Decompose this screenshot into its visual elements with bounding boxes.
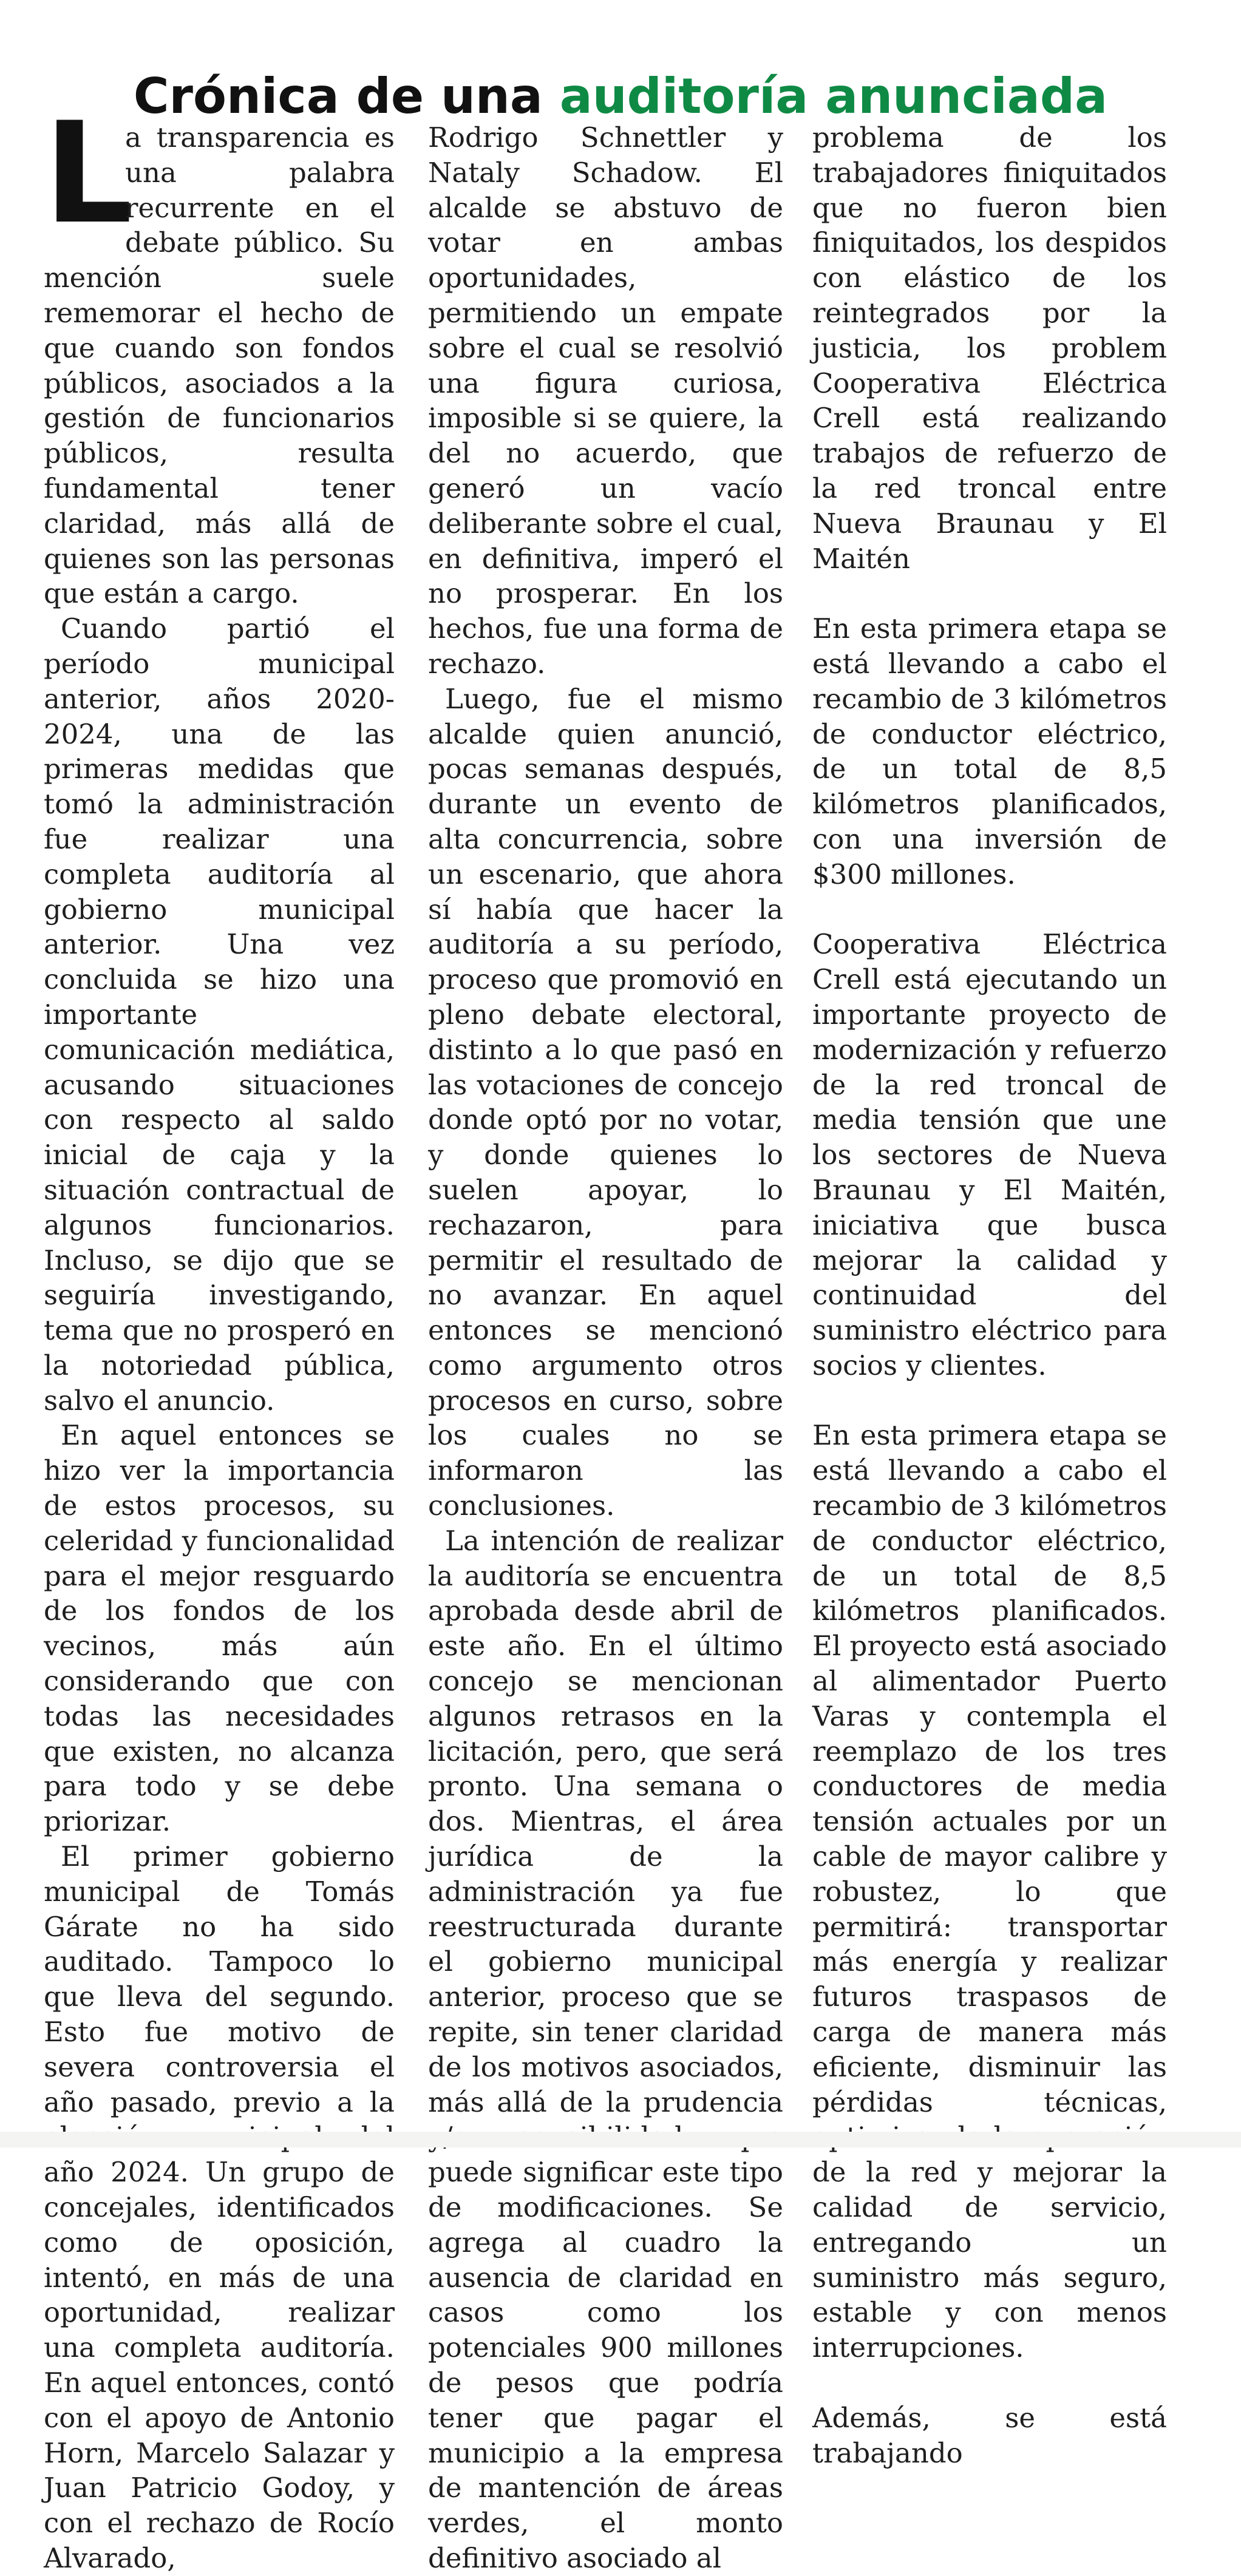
paragraph: El primer gobierno municipal de Tomás Gárate no ha sido auditado. Tampoco lo que lleva del segundo. Esto fue motivo de severa controversia el año pasado, previo a la año 2024. Un grupo de concejales, identificados como de oposición, intentó, en más de una oportunidad, realizar una completa auditoría. En aquel entonces, contó con el apoyo de Antonio Horn, Marcelo Salazar y Juan Patricio Godoy, y con el rechazo de Rocío Alvarado, xyxy=(44,1840,395,2574)
page-bottom-edge xyxy=(0,2132,1241,2147)
headline-part-1: Crónica de una xyxy=(133,67,543,124)
article-column-1 xyxy=(44,93,395,2576)
paragraph: Rodrigo Schnettler y Nataly Schadow. El alcalde se abstuvo de votar en ambas oportunidades, permitiendo un empate sobre el cual se resolvió una figura curiosa, imposible si se quiere, la del no acuerdo, que generó un vacío deliberante sobre el cual, en definitiva, imperó el no prosperar. En los hechos, fue una forma de rechazo. xyxy=(428,121,783,680)
article-column-2 xyxy=(428,120,783,2576)
paragraph: En aquel entonces se hizo ver la importancia de estos procesos, su celeridad y funcionalidad para el mejor resguardo de los fondos de los vecinos, más aún considerando que con todas las necesidades que existen, no alcanza para todo y se debe priorizar. xyxy=(44,1419,395,1838)
drop-cap: L xyxy=(44,93,133,255)
paragraph: En esta primera etapa se está llevando a cabo el recambio de 3 kilómetros de conductor eléctrico, de un total de 8,5 kilómetros planificados, con una inversión de $300 millones. xyxy=(812,612,1167,890)
paragraph: En esta primera etapa se está llevando a cabo el recambio de 3 kilómetros de conductor eléctrico, de un total de 8,5 kilómetros planificados. El proyecto está asociado al alimentador Puerto Varas y contempla el reemplazo de los tres conductores de media tensión actuales por un cable de mayor calibre y robustez, lo que permitirá: transportar más energía y realizar futuros traspasos de carga de manera más eficiente, disminuir las pérdidas técnicas, de la red y mejorar la calidad de servicio, entregando un suministro más seguro, estable y con menos interrupciones. xyxy=(812,1419,1167,2364)
paragraph: La intención de realizar la auditoría se encuentra aprobada desde abril de este año. En el último concejo se mencionan algunos retrasos en la licitación, pero, que será pronto. Una semana o dos. Mientras, el área jurídica de la administración ya fue reestructurada durante el gobierno municipal anterior, proceso que se repite, sin tener claridad de los motivos asociados, más allá de la prudencia puede significar este tipo de modificaciones. Se agrega al cuadro la ausencia de claridad en casos como los potenciales 900 millones de pesos que podría tener que pagar el municipio a la empresa de mantención de áreas verdes, el monto definitivo asociado al xyxy=(428,1524,783,2574)
paragraph: Luego, fue el mismo alcalde quien anunció, pocas semanas después, durante un evento de alta concurrencia, sobre un escenario, que ahora sí había que hacer la auditoría a su período, proceso que promovió en pleno debate electoral, distinto a lo que pasó en las votaciones de concejo donde optó por no votar, y donde quienes lo suelen apoyar, lo rechazaron, para permitir el resultado de no avanzar. En aquel entonces se mencionó como argumento otros procesos en curso, sobre los cuales no se informaron las conclusiones. xyxy=(428,682,783,1522)
paragraph: Además, se está trabajando xyxy=(812,2401,1167,2469)
headline-part-2: auditoría anunciada xyxy=(559,67,1108,124)
article-column-3 xyxy=(812,120,1167,2470)
paragraph: Cuando partió el período municipal anterior, años 2020-2024, una de las primeras medidas que tomó la administración fue realizar una completa auditoría al gobierno municipal anterior. Una vez concluida se hizo una importante comunicación mediática, acusando situaciones con respecto al saldo inicial de caja y la situación contractual de algunos funcionarios. Incluso, se dijo que se seguiría investigando, tema que no prosperó en la notoriedad pública, salvo el anuncio. xyxy=(44,612,395,1417)
paragraph: a transparencia es una palabra recurrente en el debate público. Su mención suele rememorar el hecho de que cuando son fondos públicos, asociados a la gestión de funcionarios públicos, resulta fundamental tener claridad, más allá de quienes son las personas que están a cargo. xyxy=(44,121,395,610)
paragraph: Cooperativa Eléctrica Crell está ejecutando un importante proyecto de modernización y refuerzo de la red troncal de media tensión que une los sectores de Nueva Braunau y El Maitén, iniciativa que busca mejorar la calidad y continuidad del suministro eléctrico para socios y clientes. xyxy=(812,928,1167,1381)
paragraph: problema de los trabajadores finiquitados que no fueron bien finiquitados, los despidos con elástico de los reintegrados por la justicia, los problem Cooperativa Eléctrica Crell está realizando trabajos de refuerzo de la red troncal entre Nueva Braunau y El Maitén xyxy=(812,121,1167,575)
